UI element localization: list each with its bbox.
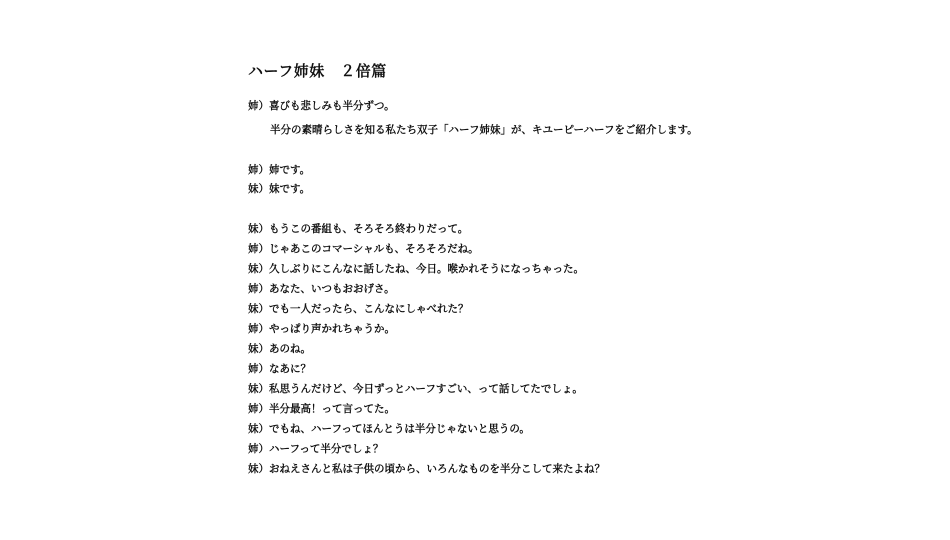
speaker-label: 姉）	[248, 323, 269, 335]
speaker-label: 妹）	[248, 263, 269, 275]
intro-line	[248, 99, 395, 113]
line-text: でもね、ハーフってほんとうは半分じゃないと思うの。	[269, 423, 530, 435]
speaker-label: 姉）	[248, 164, 269, 176]
line-text: なあに？	[269, 363, 311, 375]
dialogue-line	[248, 362, 311, 376]
speaker-label: 姉）	[248, 363, 269, 375]
line-text: 半分最高！って言ってた。	[269, 403, 395, 415]
line-text: ハーフって半分でしょ？	[269, 443, 384, 455]
dialogue-line	[248, 382, 583, 396]
line-text: あのね。	[269, 343, 311, 355]
line-text: 喜びも悲しみも半分ずつ。	[269, 100, 395, 112]
dialogue-line	[248, 402, 395, 416]
speaker-label: 妹）	[248, 463, 269, 475]
dialogue-line	[248, 462, 605, 476]
dialogue-line	[248, 282, 395, 296]
dialogue-line	[248, 422, 530, 436]
line-text: でも一人だったら、こんなにしゃべれた？	[269, 303, 469, 315]
speaker-label: 姉）	[248, 100, 269, 112]
speaker-label: 妹）	[248, 423, 269, 435]
line-text: もうこの番組も、そろそろ終わりだって。	[269, 223, 469, 235]
dialogue-line	[248, 182, 310, 196]
speaker-label: 妹）	[248, 383, 269, 395]
line-text: あなた、いつもおおげさ。	[269, 283, 395, 295]
line-text: じゃあこのコマーシャルも、そろそろだね。	[269, 243, 479, 255]
speaker-label: 妹）	[248, 183, 269, 195]
dialogue-line	[248, 163, 310, 177]
speaker-label: 妹）	[248, 343, 269, 355]
speaker-label: 姉）	[248, 283, 269, 295]
dialogue-line	[248, 222, 468, 236]
line-text: 姉です。	[269, 164, 311, 176]
speaker-label: 妹）	[248, 223, 269, 235]
dialogue-line	[248, 302, 469, 316]
dialogue-line	[248, 442, 383, 456]
speaker-label: 姉）	[248, 243, 269, 255]
dialogue-line	[248, 262, 584, 276]
line-text: 久しぶりにこんなに話したね、今日。喉かれそうになっちゃった。	[269, 263, 584, 275]
line-text: おねえさんと私は子供の頃から、いろんなものを半分こして来たよね？	[269, 463, 605, 475]
speaker-label: 妹）	[248, 303, 269, 315]
dialogue-line	[248, 322, 395, 336]
speaker-label: 姉）	[248, 403, 269, 415]
dialogue-line	[248, 242, 479, 256]
page-title: ハーフ姉妹 ２倍篇	[248, 62, 387, 80]
dialogue-line	[248, 342, 311, 356]
line-text: 私思うんだけど、今日ずっとハーフすごい、って話してたでしょ。	[269, 383, 583, 395]
line-text: やっぱり声かれちゃうか。	[269, 323, 395, 335]
intro-line-continuation: 半分の素晴らしさを知る私たち双子「ハーフ姉妹」が、キユーピーハーフをご紹介します。	[270, 124, 698, 136]
line-text: 妹です。	[269, 183, 311, 195]
speaker-label: 姉）	[248, 443, 269, 455]
